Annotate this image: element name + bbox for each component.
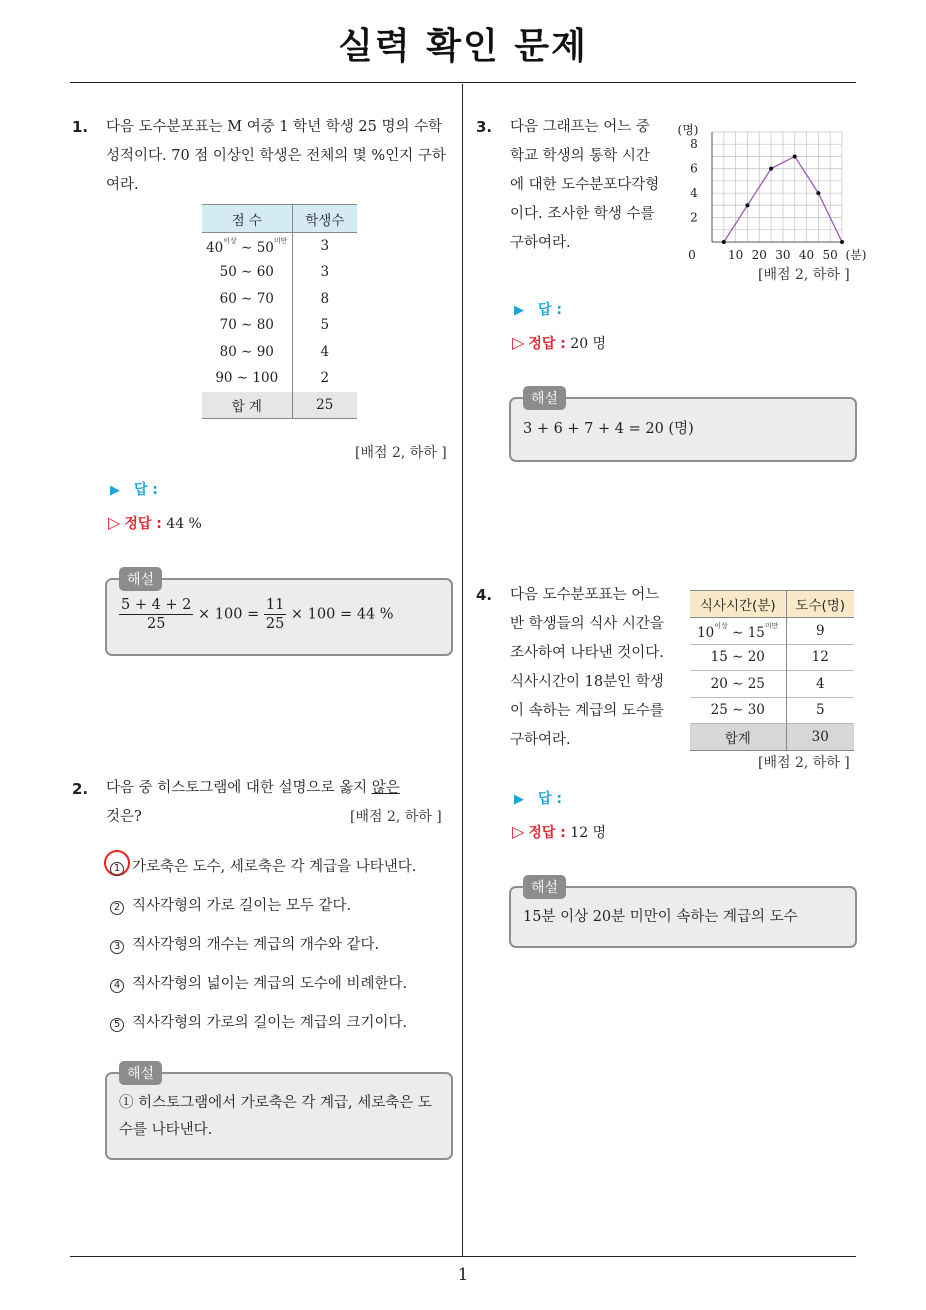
q1-class-interval: [202, 312, 292, 339]
tilde-separator: ∼: [236, 290, 257, 307]
q4-class-count: 5: [815, 702, 825, 719]
q1-correct-label: 정답 :: [124, 516, 162, 532]
q1-class-interval: [202, 259, 292, 286]
tilde-separator: ∼: [727, 624, 748, 641]
y-tick-label: 2: [690, 210, 698, 225]
option-number-circle: 2: [110, 901, 124, 915]
q4-class-count: 12: [811, 649, 829, 666]
footer-rule: [70, 1256, 856, 1257]
x-tick-label: 20: [751, 248, 767, 262]
q2-option-text: 직사각형의 개수는 계급의 개수와 같다.: [132, 937, 380, 953]
q2-score: [배점 2, 하하 ]: [350, 809, 442, 825]
q3-frequency-polygon-chart: [672, 118, 867, 268]
q1-class-interval: [202, 365, 292, 392]
q3-text: 다음 그래프는 어느 중학교 학생의 통학 시간에 대한 도수분포다각형이다. 조사한 학생 수를 구하여라.: [510, 119, 660, 251]
page-title: 실력 확인 문제: [338, 26, 588, 67]
q1-correct-value: 44 %: [166, 516, 202, 532]
q1-explain-end: × 100 = 44 %: [290, 606, 394, 623]
q4-class-interval: [690, 671, 786, 698]
tilde-separator: ∼: [727, 675, 748, 692]
data-point: [816, 191, 820, 195]
data-point: [722, 240, 726, 244]
x-tick-label: 10: [727, 248, 744, 262]
q1-frac-den2: 25: [265, 616, 285, 632]
q1-table-row: [202, 286, 357, 313]
q1-interval-to: 60: [256, 264, 274, 281]
q4-header-time: 식사시간(분): [690, 591, 786, 618]
q4-interval-to: 30: [747, 702, 765, 719]
q3-explain-content: 3 + 6 + 7 + 4 = 20 (명): [523, 421, 694, 437]
q3-explain-box: [509, 391, 857, 462]
q2-option: [110, 972, 407, 993]
q4-table-row: [690, 644, 854, 671]
q4-total-label: 합계: [690, 724, 786, 751]
option-number-circle: 1: [110, 862, 124, 876]
q4-frequency-table: [690, 590, 854, 751]
q4-interval-from: 15: [710, 649, 728, 666]
q1-explain-mid: × 100 =: [198, 606, 260, 623]
q2-option: [110, 855, 416, 876]
triangle-icon: ▶: [110, 483, 120, 498]
q4-class-count: 4: [815, 675, 825, 692]
q3-score: [배점 2, 하하 ]: [758, 267, 850, 283]
q4-text: 다음 도수분포표는 어느 반 학생들의 식사 시간을 조사하여 나타낸 것이다. 식사시간이 18분인 학생이 속하는 계급의 도수를 구하여라.: [510, 587, 664, 748]
q2-option: [110, 1011, 407, 1032]
q4-correct-label: 정답 :: [528, 825, 566, 841]
q3-number: 3.: [476, 118, 493, 136]
q1-interval-to: 80: [256, 317, 274, 334]
q4-interval-from: 10: [697, 624, 715, 641]
q2-text-post: 것은?: [106, 809, 142, 825]
x-tick-label: 50: [822, 248, 838, 262]
q4-answer-label: 답 :: [538, 791, 562, 807]
q1-score: [배점 2, 하하 ]: [355, 445, 447, 461]
q4-interval-to: 15: [747, 624, 765, 641]
q1-frac-num2: 11: [265, 597, 285, 613]
q4-explain-box: [509, 880, 857, 948]
q2-text-pre: 다음 중 히스토그램에 대한 설명으로 옳지: [106, 780, 372, 796]
outline-triangle-icon: ▷: [512, 333, 525, 352]
q1-class-interval: [202, 339, 292, 366]
x-tick-label: 0: [688, 248, 696, 262]
page-number: 1: [457, 1265, 469, 1285]
q1-sup-from: 이상: [223, 236, 237, 245]
q4-total-value: 30: [811, 728, 829, 745]
column-divider: [462, 84, 463, 1256]
q4-sup-to: 미만: [764, 621, 779, 630]
outline-triangle-icon: ▷: [108, 513, 121, 532]
q3-correct-value: 20 명: [570, 336, 607, 352]
q1-interval-from: 70: [219, 317, 237, 334]
q3-answer-line: [514, 299, 562, 319]
tilde-separator: ∼: [236, 239, 257, 256]
q2-number: 2.: [72, 780, 89, 798]
q1-class-interval: [202, 286, 292, 313]
triangle-icon: ▶: [514, 303, 524, 318]
outline-triangle-icon: ▷: [512, 822, 525, 841]
q1-interval-to: 50: [256, 239, 274, 256]
q1-interval-to: 100: [252, 370, 279, 387]
data-point: [793, 154, 797, 158]
q3-explain-tag: 해설: [523, 386, 566, 410]
q2-option: [110, 933, 379, 954]
q1-class-count: 5: [320, 317, 330, 334]
q4-table-row: [690, 697, 854, 724]
q3-answer-label: 답 :: [538, 302, 562, 318]
q1-interval-from: 80: [219, 343, 237, 360]
q1-total-row: [202, 392, 357, 419]
q1-interval-from: 90: [215, 370, 233, 387]
q1-header-count: 학생수: [305, 212, 345, 229]
q1-table-row: [202, 339, 357, 366]
q1-frac-den: 25: [146, 616, 166, 632]
q4-class-interval: [690, 618, 786, 645]
q1-explain-tag: 해설: [119, 567, 162, 591]
tilde-separator: ∼: [236, 264, 257, 281]
q1-frequency-table: [202, 204, 357, 419]
q4-interval-from: 20: [710, 675, 728, 692]
q2-explain-content: ① 히스토그램에서 가로축은 각 계급, 세로축은 도수를 나타낸다.: [119, 1095, 432, 1138]
data-point: [840, 240, 844, 244]
q2-text-underlined: 않은: [371, 780, 400, 796]
q4-class-interval: [690, 697, 786, 724]
data-point: [769, 167, 773, 171]
q1-interval-from: 40: [206, 239, 224, 256]
q1-class-count: 3: [320, 264, 330, 281]
tilde-separator: ∼: [232, 370, 253, 387]
q2-option-text: 직사각형의 가로의 길이는 계급의 크기이다.: [132, 1015, 408, 1031]
q1-answer-label: 답 :: [134, 482, 158, 498]
q1-total-value: 25: [316, 396, 334, 413]
header-rule: [70, 82, 856, 83]
q1-table-row: [202, 312, 357, 339]
q2-explain-box: [105, 1066, 453, 1160]
q1-fraction-1: [119, 596, 193, 633]
q2-option-text: 가로축은 도수, 세로축은 각 계급을 나타낸다.: [132, 859, 417, 875]
q4-header-count: 도수(명): [795, 598, 846, 614]
q2-option-text: 직사각형의 가로 길이는 모두 같다.: [132, 898, 352, 914]
tilde-separator: ∼: [727, 649, 748, 666]
q4-total-row: [690, 724, 854, 751]
q4-interval-to: 25: [747, 675, 765, 692]
q1-table-row: [202, 233, 357, 260]
q1-interval-from: 50: [219, 264, 237, 281]
q1-number: 1.: [72, 118, 89, 136]
q1-class-count: 3: [320, 237, 330, 254]
q4-answer-line: [514, 788, 562, 808]
tilde-separator: ∼: [727, 702, 748, 719]
q4-correct-value: 12 명: [570, 825, 607, 841]
tilde-separator: ∼: [236, 343, 257, 360]
q1-explain-box: [105, 572, 453, 656]
option-number-circle: 3: [110, 940, 124, 954]
q4-class-count: 9: [815, 622, 825, 639]
option-number-circle: 4: [110, 979, 124, 993]
y-tick-label: 8: [690, 137, 698, 152]
y-tick-label: 4: [690, 186, 698, 201]
x-tick-label: 30: [775, 248, 791, 262]
q4-table-row: [690, 618, 854, 645]
q2-option: [110, 894, 351, 915]
q1-class-interval: [202, 233, 292, 260]
x-tick-label: 40: [798, 248, 815, 262]
q4-explain-content: 15분 이상 20분 미만이 속하는 계급의 도수: [523, 909, 798, 925]
q1-table-row: [202, 365, 357, 392]
q1-answer-line: [110, 479, 158, 499]
x-axis-label: (분): [845, 248, 867, 262]
q1-text: 다음 도수분포표는 M 여중 1 학년 학생 25 명의 수학 성적이다. 70 점 이상인 학생은 전체의 몇 %인지 구하여라.: [106, 119, 446, 193]
q4-table-row: [690, 671, 854, 698]
y-axis-label: (명): [677, 123, 699, 137]
q1-table-row: [202, 259, 357, 286]
q1-interval-to: 70: [256, 290, 274, 307]
y-tick-label: 6: [690, 161, 698, 176]
option-number-circle: 5: [110, 1018, 124, 1032]
q2-option-text: 직사각형의 넓이는 계급의 도수에 비례한다.: [132, 976, 408, 992]
q1-class-count: 4: [320, 343, 330, 360]
q1-interval-from: 60: [219, 290, 237, 307]
q3-correct-label: 정답 :: [528, 336, 566, 352]
q4-explain-tag: 해설: [523, 875, 566, 899]
q1-total-label: 합 계: [202, 392, 292, 419]
q4-class-interval: [690, 644, 786, 671]
q1-sup-to: 미만: [273, 236, 288, 245]
triangle-icon: ▶: [514, 792, 524, 807]
q1-frac-num: 5 + 4 + 2: [121, 597, 192, 613]
q1-class-count: 8: [320, 290, 330, 307]
q1-correct-line: [108, 513, 202, 533]
q2-explain-tag: 해설: [119, 1061, 162, 1085]
data-point: [745, 203, 749, 207]
q4-sup-from: 이상: [714, 621, 728, 630]
q3-correct-line: [512, 333, 606, 353]
q1-interval-to: 90: [256, 343, 274, 360]
q4-correct-line: [512, 822, 606, 842]
q4-interval-from: 25: [710, 702, 728, 719]
tilde-separator: ∼: [236, 317, 257, 334]
q4-number: 4.: [476, 586, 493, 604]
q4-score: [배점 2, 하하 ]: [758, 755, 850, 771]
q1-header-score: 점 수: [202, 205, 292, 233]
q1-fraction-2: [264, 596, 286, 633]
q1-class-count: 2: [320, 370, 330, 387]
q4-interval-to: 20: [747, 649, 765, 666]
